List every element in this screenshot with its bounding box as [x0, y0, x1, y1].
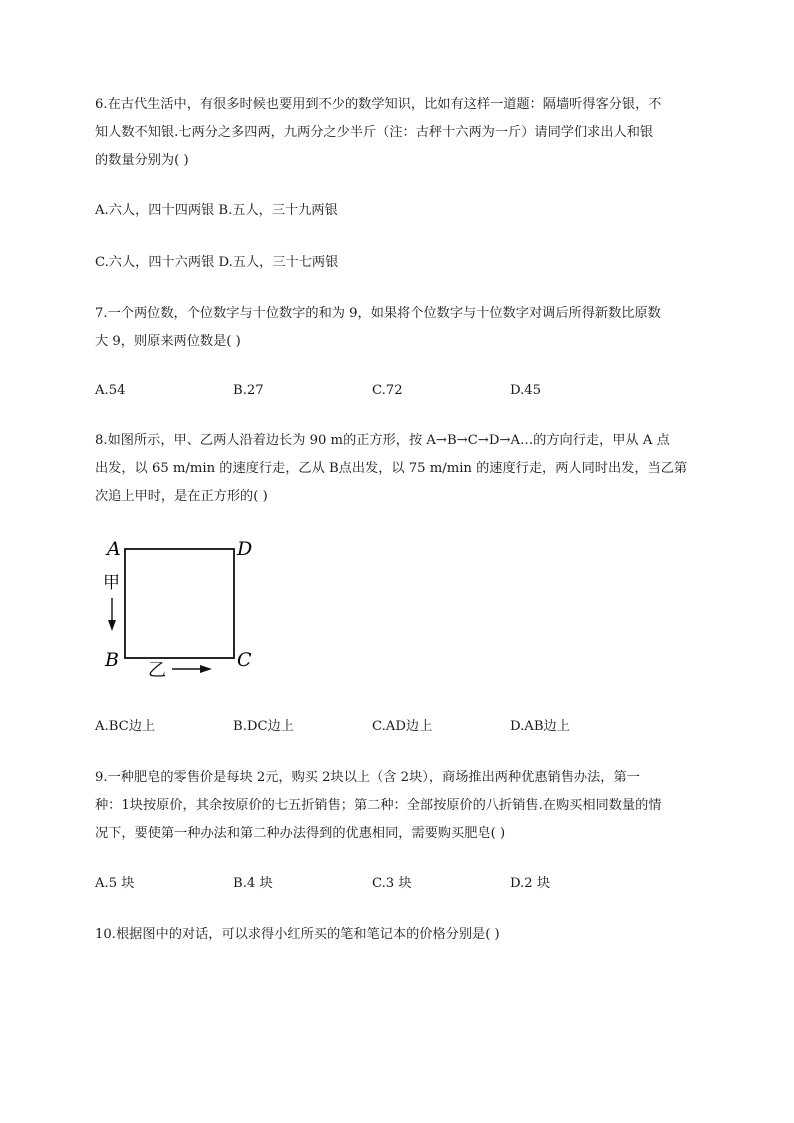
- q9-line-3: 况下，要使第一种办法和第二种办法得到的优惠相同，需要购买肥皂( ): [95, 826, 506, 841]
- q7-option-b: B.27: [233, 383, 264, 398]
- right-arrow-icon: [172, 665, 212, 673]
- q7-option-a: A.54: [95, 383, 126, 398]
- q6-line-1: 6.在古代生活中，有很多时候也要用到不少的数学知识，比如有这样一道题：隔墙听得客分银，不: [95, 97, 662, 112]
- q7-option-c: C.72: [372, 383, 403, 398]
- q9-option-d: D.2 块: [510, 876, 551, 891]
- q9-option-c: C.3 块: [372, 876, 412, 891]
- walker-yi-label: 乙: [148, 660, 166, 681]
- q6-options-ab: A.六人，四十四两银 B.五人，三十九两银: [95, 203, 338, 218]
- q6-line-3: 的数量分别为( ): [95, 153, 189, 168]
- q6-options-cd: C.六人，四十六两银 D.五人，三十七两银: [95, 255, 339, 270]
- square-outline: [125, 549, 234, 658]
- down-arrow-icon: [108, 598, 116, 631]
- q8-option-c: C.AD边上: [372, 719, 433, 734]
- q10-line-1: 10.根据图中的对话，可以求得小红所买的笔和笔记本的价格分别是( ): [95, 927, 500, 942]
- q6-line-2: 知人数不知银.七两分之多四两，九两分之少半斤（注：古秤十六两为一斤）请同学们求出人和银: [95, 125, 654, 140]
- q8-line-2: 出发，以 65 m/min 的速度行走，乙从 B点出发，以 75 m/min 的速度行走，两人同时出发，当乙第: [95, 461, 688, 476]
- q7-line-2: 大 9，则原来两位数是( ): [95, 334, 241, 349]
- q8-option-a: A.BC边上: [95, 719, 156, 734]
- q7-line-1: 7.一个两位数，个位数字与十位数字的和为 9，如果将个位数字与十位数字对调后所得新数比原数: [95, 306, 661, 321]
- q9-option-a: A.5 块: [95, 876, 135, 891]
- q8-line-3: 次追上甲时，是在正方形的( ): [95, 489, 268, 504]
- square-path-figure: [100, 532, 270, 682]
- walker-jia-label: 甲: [103, 573, 120, 593]
- q8-option-b: B.DC边上: [233, 719, 294, 734]
- corner-label-a: A: [107, 538, 121, 560]
- corner-label-c: C: [237, 649, 252, 671]
- corner-label-b: B: [105, 649, 119, 671]
- q7-option-d: D.45: [510, 383, 542, 398]
- q9-line-2: 种：1块按原价，其余按原价的七五折销售；第二种：全部按原价的八折销售.在购买相同数量的情: [95, 798, 662, 813]
- q8-option-d: D.AB边上: [510, 719, 570, 734]
- q8-line-1: 8.如图所示，甲、乙两人沿着边长为 90 m的正方形，按 A→B→C→D→A…的方向行走，甲从 A 点: [95, 433, 670, 448]
- q9-option-b: B.4 块: [233, 876, 273, 891]
- q9-line-1: 9.一种肥皂的零售价是每块 2元，购买 2块以上（含 2块），商场推出两种优惠销售办法，第一: [95, 770, 640, 785]
- corner-label-d: D: [237, 538, 253, 560]
